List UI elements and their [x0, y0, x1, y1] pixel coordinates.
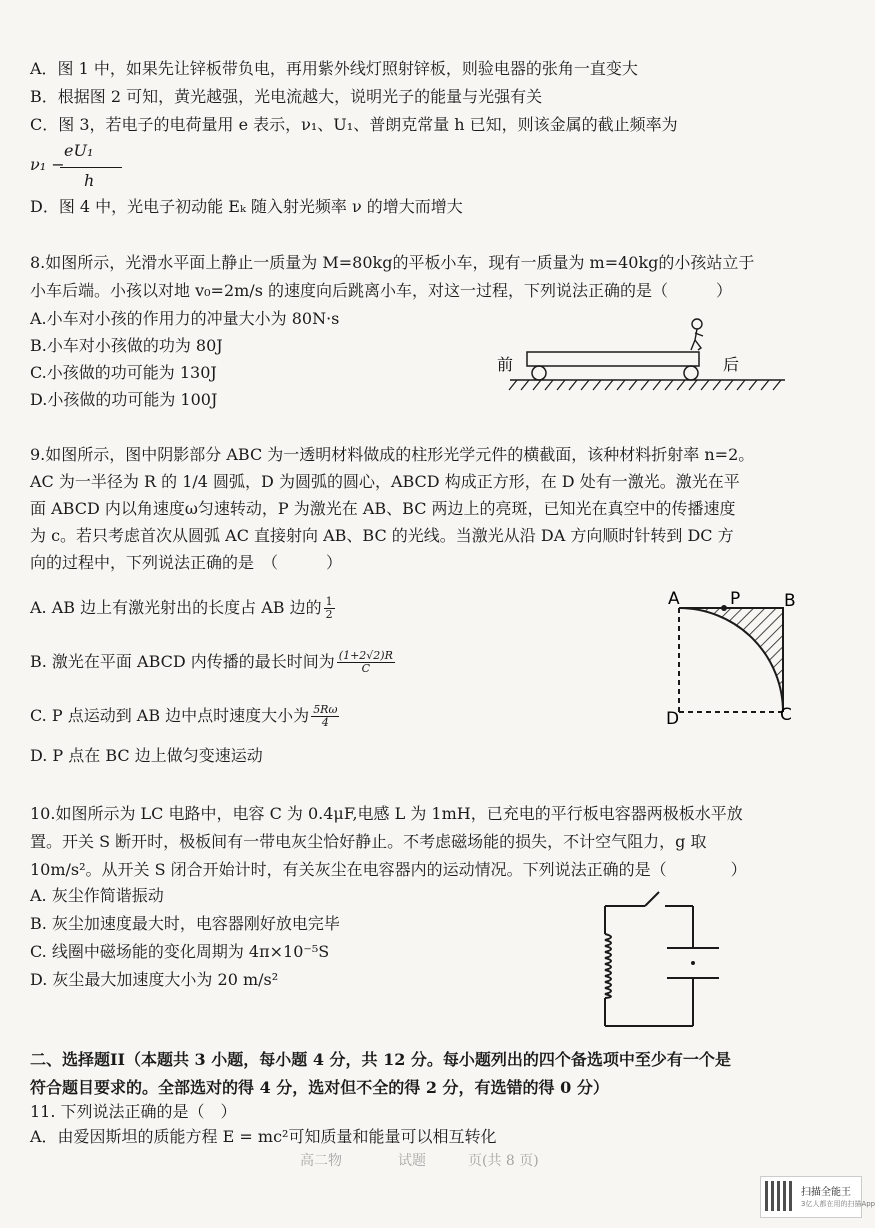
q10-stem-line3: 10m/s²。从开关 S 闭合开始计时，有关灰尘在电容器内的运动情况。下列说法正确的是（ ）	[30, 860, 747, 879]
q9-optics-figure	[660, 588, 810, 728]
formula-denominator: h	[84, 171, 95, 190]
fraction-half	[324, 596, 335, 621]
label-front: 前	[497, 355, 514, 374]
q9-stem-line3: 面 ABCD 内以角速度ω匀速转动，P 为激光在 AB、BC 两边上的亮斑，已知光在真空中的传播速度	[30, 499, 736, 518]
q9-option-c-text: C. P 点运动到 AB 边中点时速度大小为	[30, 706, 310, 725]
q7-option-a: A．图 1 中，如果先让锌板带负电，再用紫外线灯照射锌板，则验电器的张角一直变大	[30, 59, 638, 78]
fraction-bar	[60, 167, 122, 168]
q11-stem: 11. 下列说法正确的是（ ）	[30, 1102, 237, 1121]
q7-option-d: D．图 4 中，光电子初动能 Eₖ 随入射光频率 ν 的增大而增大	[30, 197, 463, 216]
q10-option-d: D. 灰尘最大加速度大小为 20 m/s²	[30, 970, 279, 989]
fraction-speed	[311, 704, 339, 729]
q10-lc-circuit-figure	[595, 888, 735, 1028]
watermark-subtitle: 3亿人都在用的扫描App	[801, 1200, 875, 1208]
formula-v1: ν₁ −	[30, 155, 65, 174]
q8-stem-line2: 小车后端。小孩以对地 v₀=2m/s 的速度向后跳离小车，对这一过程，下列说法正确的是（ ）	[30, 281, 732, 300]
qr-code-icon	[765, 1181, 795, 1211]
label-p: P	[730, 589, 741, 609]
frac-num: 5Rω	[313, 703, 338, 716]
label-back: 后	[723, 355, 740, 374]
q9-stem-line4: 为 c。若只考虑首次从圆弧 AC 直接射向 AB、BC 的光线。当激光从沿 DA 方向顺时针转到 DC 方	[30, 526, 734, 545]
q9-option-d: D. P 点在 BC 边上做匀变速运动	[30, 746, 263, 765]
scanner-watermark	[760, 1176, 875, 1218]
frac-den: 4	[321, 716, 329, 729]
label-d: D	[666, 709, 680, 729]
q7-option-b: B．根据图 2 可知，黄光越强，光电流越大，说明光子的能量与光强有关	[30, 87, 543, 106]
q9-stem-line1: 9.如图所示，图中阴影部分 ABC 为一透明材料做成的柱形光学元件的横截面，该种材料折射率 n=2。	[30, 445, 755, 464]
q8-option-a: A.小车对小孩的作用力的冲量大小为 80N·s	[30, 309, 340, 328]
q9-option-b-text: B. 激光在平面 ABCD 内传播的最长时间为	[30, 652, 335, 671]
q10-option-a: A. 灰尘作简谐振动	[30, 886, 164, 905]
label-a: A	[668, 589, 680, 609]
formula-numerator: eU₁	[64, 141, 94, 160]
q9-stem-line5: 向的过程中，下列说法正确的是 （ ）	[30, 553, 343, 572]
q9-option-b	[30, 650, 397, 675]
q8-option-b: B.小车对小孩做的功为 80J	[30, 336, 223, 355]
label-b: B	[784, 591, 796, 611]
section2-heading-line2: 符合题目要求的。全部选对的得 4 分，选对但不全的得 2 分，有选错的得 0 分）	[30, 1078, 609, 1097]
q8-option-c: C.小孩做的功可能为 130J	[30, 363, 217, 382]
q10-option-b: B. 灰尘加速度最大时，电容器刚好放电完毕	[30, 914, 340, 933]
q10-option-c: C. 线圈中磁场能的变化周期为 4π×10⁻⁵S	[30, 942, 330, 961]
q9-option-a	[30, 596, 337, 621]
q7-option-c: C．图 3，若电子的电荷量用 e 表示，ν₁、U₁、普朗克常量 h 已知，则该金属的截止频率为	[30, 115, 678, 134]
q9-option-c	[30, 704, 341, 729]
frac-num: 1	[325, 595, 333, 608]
q10-stem-line1: 10.如图所示为 LC 电路中，电容 C 为 0.4μF,电感 L 为 1mH，已充电的平行板电容器两极板水平放	[30, 804, 743, 823]
q9-stem-line2: AC 为一半径为 R 的 1/4 圆弧，D 为圆弧的圆心，ABCD 构成正方形，在 D 处有一激光。激光在平	[30, 472, 740, 491]
frac-num: (1+2√2)R	[338, 649, 393, 662]
label-c: C	[780, 705, 792, 725]
q8-cart-figure	[495, 310, 795, 400]
frac-den: C	[361, 662, 371, 675]
q10-stem-line2: 置。开关 S 断开时，极板间有一带电灰尘恰好静止。不考虑磁场能的损失，不计空气阻力，g 取	[30, 832, 707, 851]
q11-option-a: A．由爱因斯坦的质能方程 E = mc²可知质量和能量可以相互转化	[30, 1127, 497, 1146]
q8-stem-line1: 8.如图所示，光滑水平面上静止一质量为 M=80kg的平板小车，现有一质量为 m=40kg的小孩站立于	[30, 253, 755, 272]
q9-option-a-text: A. AB 边上有激光射出的长度占 AB 边的	[30, 598, 322, 617]
page-footer: 高二物 试题 页(共 8 页)	[300, 1153, 539, 1169]
q8-option-d: D.小孩做的功可能为 100J	[30, 390, 218, 409]
frac-den: 2	[325, 608, 333, 621]
fraction-time	[337, 650, 395, 675]
watermark-label: 扫描全能王	[801, 1187, 851, 1198]
section2-heading-line1: 二、选择题II（本题共 3 小题，每小题 4 分，共 12 分。每小题列出的四个备选项中至少有一个是	[30, 1050, 731, 1069]
